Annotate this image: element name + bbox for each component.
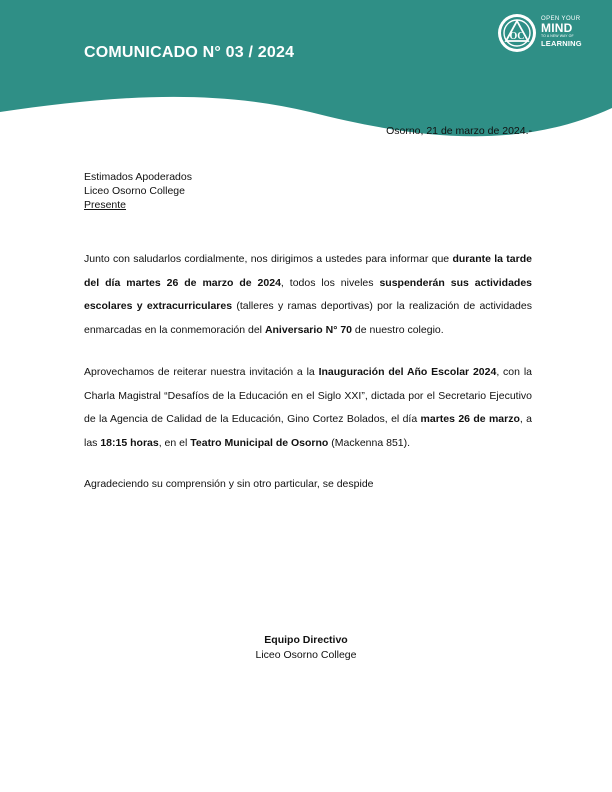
paragraph-2	[84, 361, 532, 455]
svg-text:OC: OC	[509, 31, 525, 42]
tagline-top: OPEN YOUR	[541, 16, 581, 22]
recipient-line-3: Presente	[84, 199, 127, 211]
tagline-bottom: LEARNING	[541, 38, 582, 48]
school-crest-icon	[497, 13, 537, 53]
p2-bold-date: martes 26 de marzo	[420, 413, 520, 425]
p2-bold-event: Inauguración del Año Escolar 2024	[318, 366, 497, 378]
letter-date: Osorno, 21 de marzo de 2024.-	[386, 125, 532, 137]
recipient-block	[84, 170, 192, 212]
p1-bold-anniversary: Aniversario N° 70	[264, 323, 353, 336]
p2-bold-venue: Teatro Municipal de Osorno	[190, 436, 329, 449]
p2-text: Aprovechamos de reiterar nuestra invitación a la	[84, 366, 319, 378]
p2-text: (Mackenna 851).	[328, 436, 411, 449]
brand-tagline	[541, 16, 605, 47]
p2-bold-time: 18:15 horas	[100, 436, 159, 449]
page-title: COMUNICADO N° 03 / 2024	[84, 44, 295, 61]
recipient-line-1: Estimados Apoderados	[84, 171, 192, 183]
signature-name: Equipo Directivo	[264, 634, 348, 646]
p2-text: , a las	[84, 413, 532, 449]
p2-text: , con la Charla Magistral “Desafíos de la Educación en el Siglo XXI”, dictada por el Secretario Ejecutivo de la Agencia de Calidad de la Educación, Gino Cortez Bolados, el día	[84, 366, 532, 425]
tagline-big: MIND	[541, 21, 573, 35]
p1-text: , todos los niveles	[280, 276, 380, 289]
tagline-small: TO A NEW WAY OF	[541, 34, 574, 38]
p1-bold-date: durante la tarde del día martes 26 de marzo de 2024	[84, 253, 532, 289]
p1-bold-suspension: suspenderán sus actividades escolares y extracurriculares	[84, 276, 532, 312]
paragraph-3: Agradeciendo su comprensión y sin otro particular, se despide	[84, 478, 374, 490]
p2-text: , en el	[158, 436, 191, 449]
signature-org: Liceo Osorno College	[255, 649, 357, 661]
paragraph-1	[84, 248, 532, 342]
p1-text: (talleres y ramas deportivas) por la realización de actividades enmarcadas en la conmemoración del	[84, 300, 532, 336]
signature-block	[0, 633, 612, 663]
recipient-line-2: Liceo Osorno College	[84, 185, 185, 197]
p1-text: Junto con saludarlos cordialmente, nos dirigimos a ustedes para informar que	[84, 253, 453, 265]
p1-text: de nuestro colegio.	[352, 323, 444, 336]
